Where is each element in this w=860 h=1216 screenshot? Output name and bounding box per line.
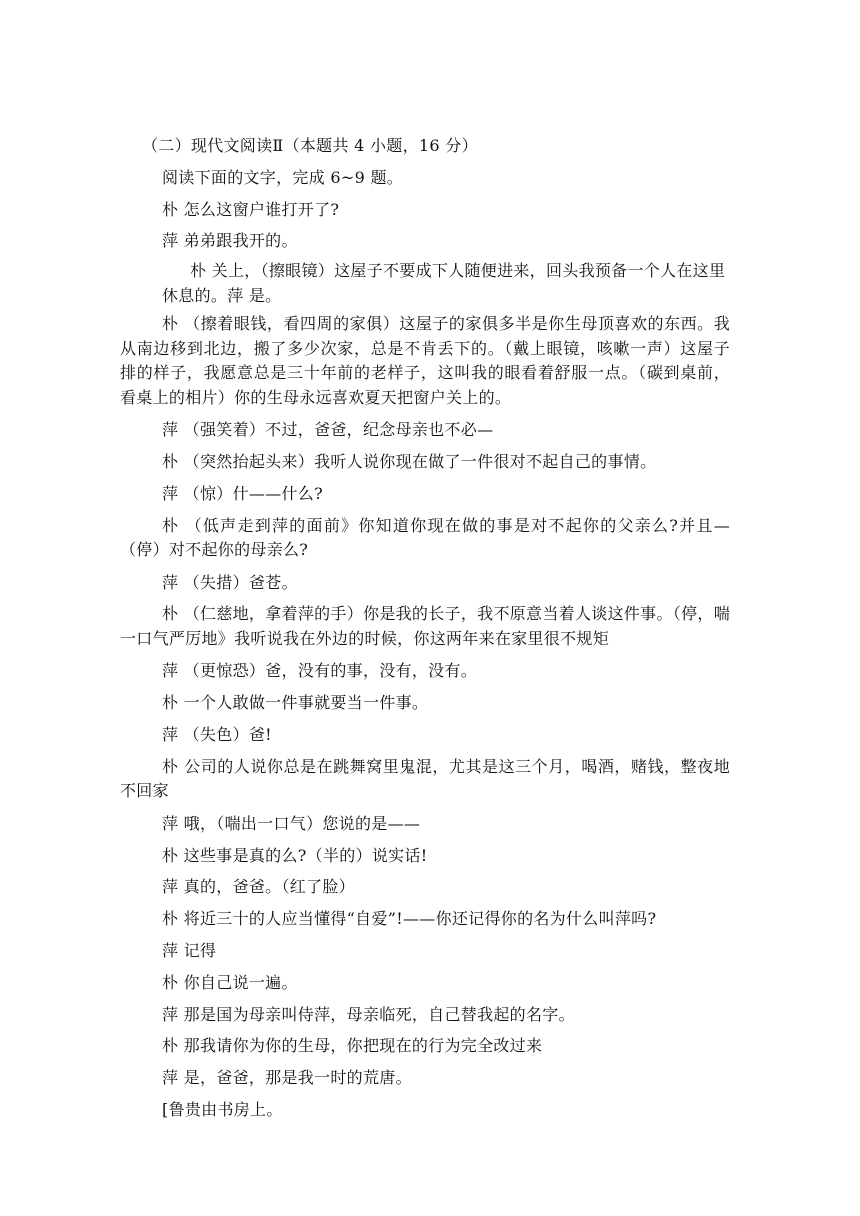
dialogue-line: 萍 那是国为母亲叫侍萍，母亲临死，自己替我起的名字。: [162, 1004, 575, 1024]
dialogue-line: 萍 （强笑着）不过，爸爸，纪念母亲也不必—: [162, 420, 494, 440]
section-title: （二）现代文阅读Ⅱ（本题共 4 小题，16 分）: [142, 136, 478, 155]
dialogue-line: 朴 关上，（擦眼镜）这屋子不要成下人随便进来，回头我预备一个人在这里休息的。萍 是。: [162, 261, 726, 305]
dialogue-line: 萍 哦，（喘出一口气）您说的是——: [162, 813, 421, 833]
dialogue-line: 萍 是，爸爸，那是我一时的荒唐。: [162, 1068, 412, 1088]
dialogue-line: 朴 一个人敢做一件事就要当一件事。: [162, 693, 429, 713]
dialogue-line: 萍 （更惊恐）爸，没有的事，没有，没有。: [162, 661, 478, 681]
dialogue-line: 萍 （惊）什——什么?: [162, 483, 323, 503]
instruction-text: 阅读下面的文字，完成 6~9 题。: [162, 167, 404, 187]
dialogue-line: 朴 这些事是真的么?（半的）说实话!: [162, 845, 428, 865]
dialogue-line: 朴 公司的人说你总是在跳舞窝里鬼混，尤其是这三个月，喝酒，赌钱，整夜地不回家: [120, 756, 730, 801]
dialogue-line: 朴 （突然抬起头来）我听人说你现在做了一件很对不起自己的事情。: [162, 451, 657, 471]
dialogue-line: 萍 弟弟跟我开的。: [162, 231, 298, 251]
dialogue-line: 朴 将近三十的人应当懂得“自爱”!——你还记得你的名为什么叫萍吗?: [162, 909, 657, 929]
dialogue-line: 朴 怎么这窗户谁打开了?: [162, 199, 340, 219]
dialogue-line: 朴 （擦着眼钱，看四周的家俱）这屋子的家俱多半是你生母顶喜欢的东西。我从南边移到北边，搬了多少次家，总是不肯丢下的。（戴上眼镜，咳嗽一声）这屋子排的样子，我愿意总是三十年前的老样子，这叫我的眼看着舒服一点。（碳到桌前，看桌上的相片）你的生母永远喜欢夏天把窗户关上的。: [120, 314, 730, 407]
dialogue-line: 朴 （仁慈地，拿着萍的手）你是我的长子，我不原意当着人谈这件事。（停，喘一口气严厉地》我听说我在外边的时候，你这两年来在家里很不规矩: [120, 604, 730, 648]
dialogue-line: 萍 真的，爸爸。（红了脸）: [162, 877, 355, 897]
dialogue-line: 朴 （低声走到萍的面前》你知道你现在做的事是对不起你的父亲么?并且—（停）对不起你的母亲么?: [120, 515, 730, 560]
dialogue-line: 朴 你自己说一遍。: [162, 972, 298, 992]
dialogue-line: 朴 那我请你为你的生母，你把现在的行为完全改过来: [162, 1036, 543, 1056]
reading-passage: [120, 130, 730, 1126]
dialogue-line: 萍 （失色）爸!: [162, 724, 272, 744]
dialogue-line: 萍 （失措）爸苍。: [162, 572, 298, 592]
dialogue-line: 萍 记得: [162, 940, 217, 960]
stage-direction: [鲁贵由书房上。: [162, 1099, 283, 1119]
